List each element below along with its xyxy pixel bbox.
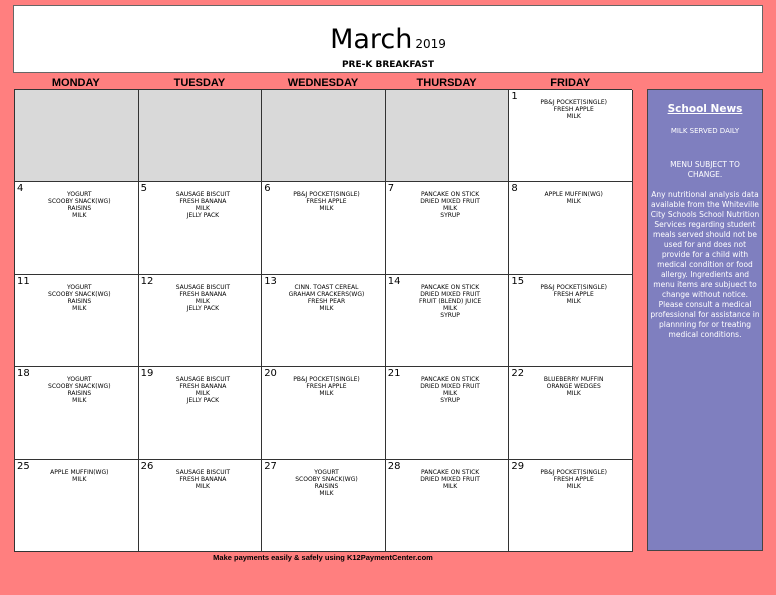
empty-day-cell [139, 90, 263, 182]
empty-day-cell [386, 90, 510, 182]
menu-item: APPLE MUFFIN(WG) [50, 468, 109, 476]
menu-item: FRESH APPLE [553, 475, 594, 483]
menu-item: MILK [72, 397, 87, 405]
nutrition-disclaimer: Any nutritional analysis data available from the Whiteville City Schools School Nutrition Services regarding student meals served should not be used for and does not provide for a child with medical condition or food allergy. Ingredients and menu items are subjuect to change without notice. Please consult a medical professional for assistance in plannning for or treating medical conditions. [650, 190, 760, 339]
menu-item: YOGURT [67, 283, 92, 291]
menu-item: SYRUP [440, 212, 460, 220]
menu-item: MILK [566, 297, 581, 305]
menu-item: SAUSAGE BISCUIT [175, 468, 231, 476]
menu-item: FRESH APPLE [306, 383, 347, 391]
menu-subject-note: MENU SUBJECT TO CHANGE. [670, 160, 740, 179]
day-number: 18 [17, 368, 30, 380]
menu-item: YOGURT [67, 376, 92, 384]
day-cell [386, 367, 510, 459]
title-box [13, 5, 763, 73]
day-cell [509, 460, 633, 552]
menu-item: FRUIT (BLEND) JUICE [418, 297, 482, 305]
day-number: 4 [17, 183, 24, 195]
day-number: 29 [511, 460, 525, 472]
day-cell [262, 367, 386, 459]
day-number: 1 [511, 91, 518, 102]
day-header-friday: FRIDAY [550, 77, 591, 89]
day-cell [139, 460, 263, 552]
day-number: 6 [264, 183, 271, 195]
menu-item: JELLY PACK [186, 212, 220, 220]
day-number: 14 [387, 275, 401, 287]
menu-item: FRESH BANANA [179, 290, 227, 298]
menu-item: FRESH PEAR [307, 297, 346, 305]
menu-item: SYRUP [440, 311, 460, 319]
menu-items [394, 284, 507, 319]
menu-items [517, 469, 630, 490]
day-number: 21 [387, 368, 401, 380]
menu-items [270, 376, 383, 397]
calendar-grid [14, 89, 632, 552]
menu-item: SYRUP [440, 397, 460, 405]
menu-item: APPLE MUFFIN(WG) [544, 191, 603, 199]
empty-day-cell [15, 90, 139, 182]
menu-item: SCOOBY SNACK(WG) [48, 198, 111, 206]
day-number: 27 [264, 460, 277, 472]
menu-items [147, 469, 260, 490]
menu-item: RAISINS [314, 482, 339, 490]
menu-item: FRESH APPLE [306, 198, 347, 206]
menu-item: SCOOBY SNACK(WG) [48, 290, 111, 298]
menu-item: SAUSAGE BISCUIT [175, 283, 231, 291]
school-news-title: School News [667, 103, 743, 115]
menu-item: PB&J POCKET(SINGLE) [540, 283, 607, 291]
menu-items [517, 284, 630, 305]
milk-served-note: MILK SERVED DAILY [670, 127, 740, 135]
day-number: 22 [511, 368, 525, 380]
menu-item: MILK [319, 205, 334, 213]
day-cell [15, 182, 139, 274]
day-cell [15, 275, 139, 367]
day-number: 13 [264, 275, 277, 287]
day-number: 12 [140, 275, 154, 287]
menu-item: DRIED MIXED FRUIT [420, 290, 480, 298]
menu-item: FRESH BANANA [179, 383, 227, 391]
menu-item: MILK [442, 304, 458, 312]
menu-items [517, 191, 630, 205]
day-number: 25 [17, 460, 30, 472]
menu-items [394, 469, 507, 490]
day-cell [15, 460, 139, 552]
day-cell [386, 460, 510, 552]
day-cell [262, 182, 386, 274]
menu-item: MILK [442, 482, 458, 490]
menu-item: MILK [319, 390, 334, 398]
day-header-thursday: THURSDAY [416, 77, 477, 89]
menu-item: MILK [442, 390, 458, 398]
day-cell [386, 275, 510, 367]
menu-item: PANCAKE ON STICK [420, 468, 480, 476]
menu-items [23, 191, 136, 219]
menu-item: JELLY PACK [186, 397, 220, 405]
day-number: 28 [387, 460, 401, 472]
menu-item: PB&J POCKET(SINGLE) [540, 99, 607, 106]
menu-item: MILK [195, 390, 210, 398]
day-number: 5 [140, 183, 147, 195]
menu-item: MILK [195, 297, 210, 305]
menu-items [147, 284, 260, 312]
day-cell [139, 182, 263, 274]
menu-item: RAISINS [67, 297, 92, 305]
menu-subtitle: PRE-K BREAKFAST [341, 60, 435, 70]
menu-items [147, 191, 260, 219]
menu-items [270, 284, 383, 312]
menu-item: RAISINS [67, 205, 92, 213]
menu-item: MILK [195, 205, 210, 213]
menu-item: MILK [72, 212, 87, 220]
menu-item: MILK [72, 475, 87, 483]
menu-items [270, 469, 383, 497]
menu-item: PANCAKE ON STICK [420, 191, 480, 199]
menu-item: CINN. TOAST CEREAL [294, 283, 359, 291]
menu-item: PB&J POCKET(SINGLE) [293, 376, 360, 384]
menu-item: YOGURT [314, 468, 339, 476]
menu-items [23, 469, 136, 483]
menu-items [270, 191, 383, 212]
menu-item: MILK [442, 205, 458, 213]
day-cell [262, 275, 386, 367]
empty-day-cell [262, 90, 386, 182]
menu-item: ORANGE WEDGES [546, 383, 601, 391]
menu-item: FRESH APPLE [553, 290, 594, 298]
day-number: 7 [387, 183, 395, 195]
menu-item: SAUSAGE BISCUIT [175, 191, 231, 199]
menu-items [394, 191, 507, 219]
school-news-panel [647, 89, 763, 551]
menu-items [23, 284, 136, 312]
day-number: 19 [140, 368, 154, 380]
menu-item: MILK [319, 304, 334, 312]
day-cell [509, 367, 633, 459]
menu-item: PB&J POCKET(SINGLE) [293, 191, 360, 199]
day-cell [509, 182, 633, 274]
menu-item: GRAHAM CRACKERS(WG) [288, 290, 365, 298]
title-month: March [330, 24, 413, 55]
day-number: 15 [511, 275, 525, 287]
menu-item: SCOOBY SNACK(WG) [295, 475, 358, 483]
menu-item: SAUSAGE BISCUIT [175, 376, 231, 384]
day-header-tuesday: TUESDAY [173, 77, 226, 89]
day-cell [139, 367, 263, 459]
menu-items [517, 99, 630, 120]
menu-items [517, 376, 630, 397]
menu-item: FRESH BANANA [179, 198, 227, 206]
menu-item: JELLY PACK [186, 304, 220, 312]
day-header-wednesday: WEDNESDAY [287, 77, 359, 89]
day-cell [139, 275, 263, 367]
day-number: 26 [140, 460, 154, 472]
menu-items [147, 376, 260, 404]
day-cell [15, 367, 139, 459]
menu-item: BLUEBERRY MUFFIN [543, 376, 604, 384]
menu-item: FRESH APPLE [553, 106, 594, 113]
menu-item: MILK [72, 304, 87, 312]
day-number: 11 [17, 275, 30, 287]
menu-items [23, 376, 136, 404]
menu-item: YOGURT [67, 191, 92, 199]
menu-item: DRIED MIXED FRUIT [420, 198, 480, 206]
day-header-monday: MONDAY [51, 77, 100, 89]
day-cell [509, 90, 633, 182]
day-cell [262, 460, 386, 552]
menu-item: MILK [566, 482, 581, 490]
menu-item: MILK [566, 113, 581, 120]
menu-item: DRIED MIXED FRUIT [420, 475, 480, 483]
title [14, 24, 762, 55]
title-year: 2019 [415, 37, 446, 51]
day-cell [386, 182, 510, 274]
menu-item: FRESH BANANA [179, 475, 227, 483]
day-headers [14, 76, 632, 90]
payment-footer: Make payments easily & safely using K12PaymentCenter.com [213, 553, 433, 562]
menu-item: MILK [566, 198, 581, 206]
menu-items [394, 376, 507, 404]
menu-item: DRIED MIXED FRUIT [420, 383, 480, 391]
day-number: 8 [511, 183, 518, 195]
day-number: 20 [264, 368, 277, 380]
menu-item: SCOOBY SNACK(WG) [48, 383, 111, 391]
menu-item: RAISINS [67, 390, 92, 398]
menu-item: PB&J POCKET(SINGLE) [540, 468, 607, 476]
day-cell [509, 275, 633, 367]
menu-item: MILK [195, 482, 210, 490]
menu-item: PANCAKE ON STICK [420, 376, 480, 384]
menu-item: MILK [319, 489, 334, 497]
menu-item: MILK [566, 390, 581, 398]
menu-item: PANCAKE ON STICK [420, 283, 480, 291]
